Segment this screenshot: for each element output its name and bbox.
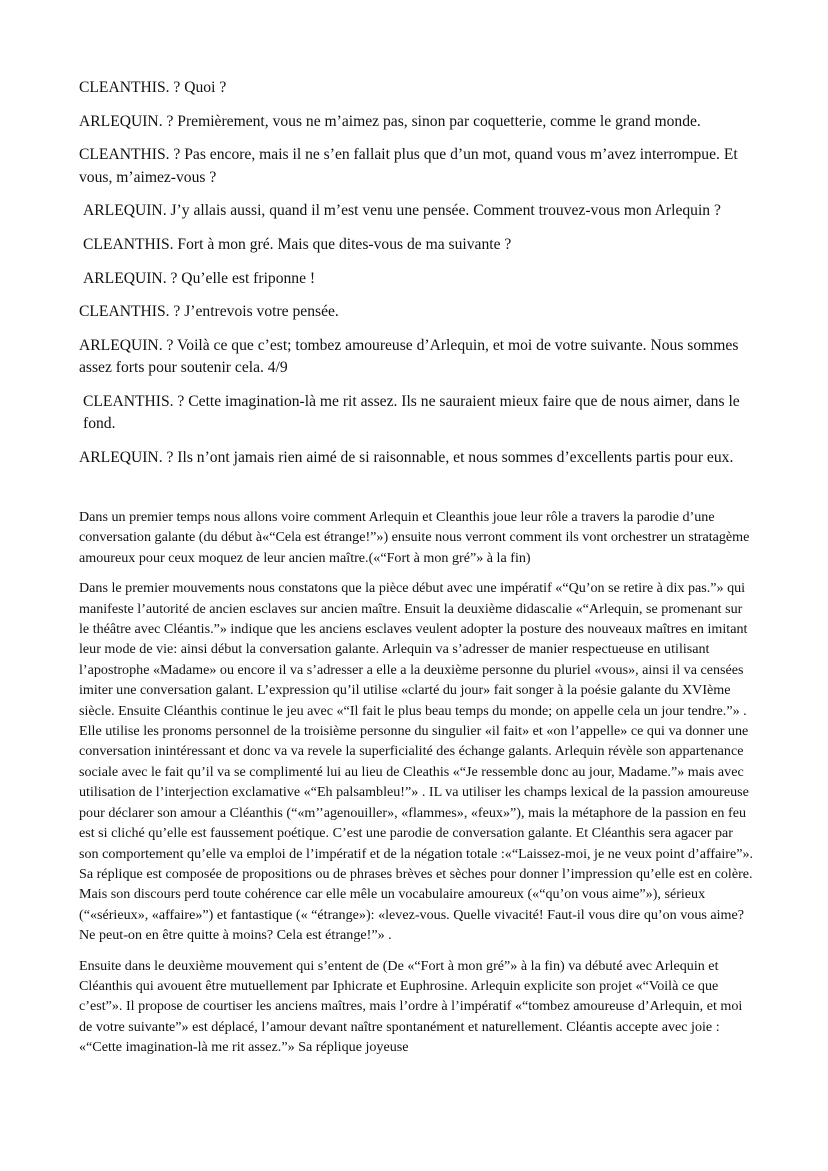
dialogue-line: ARLEQUIN. ? Premièrement, vous ne m’aimez pas, sinon par coquetterie, comme le grand monde.: [79, 112, 701, 130]
dialogue-line: CLEANTHIS. ? Quoi ?: [79, 79, 227, 96]
dialogue-line: ARLEQUIN. ? Qu’elle est friponne !: [83, 269, 316, 287]
dialogue-line: ARLEQUIN. J’y allais aussi, quand il m’est venu une pensée. Comment trouvez-vous mon Arlequin ?: [83, 202, 721, 220]
analysis-paragraph-intro: Dans un premier temps nous allons voire comment Arlequin et Cleanthis joue leur rôle a travers la parodie d’une conversation galante (du début à«“Cela est étrange!”») ensuite nous verront comment ils vont orchestrer un stratagème amoureux pour ceux moquez de leur ancien maître.(«“Fort à mon gré”» à la fin): [79, 509, 750, 566]
dialogue-line: ARLEQUIN. ? Ils n’ont jamais rien aimé de si raisonnable, et nous sommes d’excellents partis pour eux.: [79, 448, 734, 466]
analysis-paragraph-first-movement: Dans le premier mouvements nous constatons que la pièce début avec une impératif «“Qu’on se retire à dix pas.”» qui manifeste l’autorité de ancien esclaves sur ancien maître. Ensuit la deuxième didascalie «“Arlequin, se promenant sur le théâtre avec Cléantis.”» indique que les anciens esclaves veulent adopter la posture des nouveaux maîtres en imitant leur mode de vie: ainsi début la conversation galante. Arlequin va s’adresser de manier respectueuse en utilisant l’apostrophe «Madame» ou encore il va s’adresser a elle a la deuxième personne du pluriel «vous», ainsi il va censées imiter une conversation galant. L’expression qu’il utilise «clarté du jour» fait songer à la poésie galante du XVIème siècle. Ensuite Cléanthis continue le jeu avec «“Il fait le plus beau temps du monde; on appelle cela un jour tendre.”» . Elle utilise les pronoms personnel de la troisième personne du singulier «il fait» et «on l’appelle» ce qui va donner une conversation inintéressant et donc va va revele la superficialité des échange galants. Arlequin révèle son appartenance sociale avec le fait qu’il va se complimenté lui au lieu de Cleathis «“Je ressemble donc au jour, Madame.”» mais avec utilisation de l’interjection exclamative «“Eh palsambleu!”» . IL va utiliser les champs lexical de la passion amoureuse pour déclarer son amour a Cléanthis (“«m’’agenouiller», «flammes», «feux»”), mais la métaphore de la passion en feu est si cliché qu’elle est faussement poétique. C’est une parodie de conversation galante. Et Cléanthis sera agacer par son comportement qu’elle va emploi de l’impératif et de la négation totale :«“Laissez-moi, je ne veux point d’affaire”». Sa réplique est composée de propositions ou de phrases brèves et sèches pour donner l’impression qu’elle est en colère. Mais son discours perd toute cohérence car elle mêle un vocabulaire amoureux («“qu’on vous aime”»), sérieux (“«sérieux», «affaire»”) et fantastique (« “étrange»): «levez-vous. Quelle vivacité! Faut-il vous dire qu’on vous aime? Ne peut-on en être quitte à moins? Cela est étrange!”» .: [79, 580, 754, 944]
dialogue-line: CLEANTHIS. ? J’entrevois votre pensée.: [79, 303, 339, 321]
analysis-text: [79, 507, 755, 1068]
dialogue-line: CLEANTHIS. ? Pas encore, mais il ne s’en fallait plus que d’un mot, quand vous m’avez interrompue. Et vous, m’aimez-vous ?: [79, 146, 738, 186]
dialogue-excerpt: [79, 77, 759, 481]
analysis-paragraph-second-movement: Ensuite dans le deuxième mouvement qui s’entent de (De «“Fort à mon gré”» à la fin) va débuté avec Arlequin et Cléanthis qui avouent être mutuellement par Iphicrate et Euphrosine. Arlequin explicite son projet «“Voilà ce que c’est”». Il propose de courtiser les anciens maîtres, mais l’ordre à l’impératif «“tombez amoureuse d’Arlequin, et moi de votre suivante”» est déplacé, l’amour devant naître spontanément et naturellement. Cléantis accepte avec joie : «“Cette imagination-là me rit assez.”» Sa réplique joyeuse: [79, 957, 743, 1056]
dialogue-line: CLEANTHIS. ? Cette imagination-là me rit assez. Ils ne sauraient mieux faire que de nous aimer, dans le fond.: [83, 393, 740, 433]
dialogue-line: ARLEQUIN. ? Voilà ce que c’est; tombez amoureuse d’Arlequin, et moi de votre suivante. Nous sommes assez forts pour soutenir cela. 4/9: [79, 337, 739, 377]
dialogue-line: CLEANTHIS. Fort à mon gré. Mais que dites-vous de ma suivante ?: [83, 236, 512, 254]
